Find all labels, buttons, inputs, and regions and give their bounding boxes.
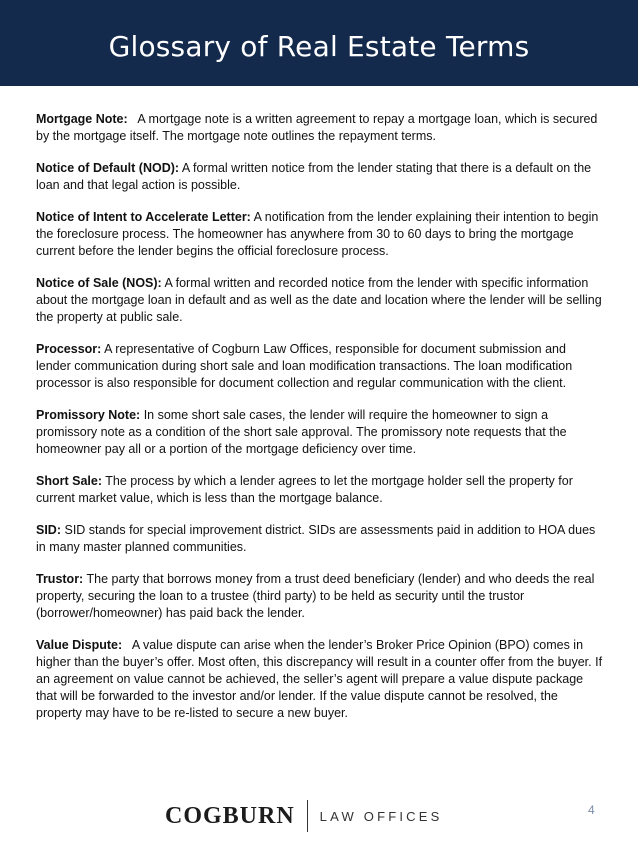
glossary-definition: A formal written and recorded notice from the lender with specific information about the mortgage loan in default and as well as the date and location where the lender will be selling the property at public sale. (36, 276, 602, 324)
glossary-term: Notice of Default (NOD): (36, 161, 180, 175)
glossary-entry-notice-of-default (36, 160, 604, 194)
glossary-entry-short-sale (36, 473, 604, 507)
glossary-term: Notice of Intent to Accelerate Letter: (36, 210, 251, 224)
glossary-term: Short Sale: (36, 474, 102, 488)
glossary-definition: A formal written notice from the lender stating that there is a default on the loan and that legal action is possible. (36, 161, 592, 192)
logo-divider (307, 800, 308, 832)
glossary-definition: In some short sale cases, the lender will require the homeowner to sign a promissory note as a condition of the short sale approval. The promissory note requests that the homeowner pay all or a portion of the mortgage deficiency over time. (36, 408, 567, 456)
logo-name: COGBURN (165, 802, 295, 829)
glossary-entry-promissory-note (36, 407, 604, 458)
glossary-list (36, 111, 604, 737)
glossary-entry-value-dispute (36, 637, 604, 722)
glossary-term: Value Dispute: (36, 638, 123, 652)
glossary-entry-processor (36, 341, 604, 392)
glossary-term: Mortgage Note: (36, 112, 128, 126)
glossary-entry-notice-of-intent (36, 209, 604, 260)
glossary-definition: The process by which a lender agrees to let the mortgage holder sell the property for current market value, which is less than the mortgage balance. (36, 474, 573, 505)
glossary-term: Trustor: (36, 572, 84, 586)
glossary-definition: A representative of Cogburn Law Offices, responsible for document submission and lender communication during short sale and loan modification transactions. The loan modification processor is also responsible for document collection and regular communication with the client. (36, 342, 573, 390)
glossary-term: Promissory Note: (36, 408, 141, 422)
page-number: 4 (588, 803, 595, 817)
cogburn-logo (165, 798, 443, 834)
glossary-definition: A mortgage note is a written agreement to repay a mortgage loan, which is secured by the mortgage itself. The mortgage note outlines the repayment terms. (36, 112, 598, 143)
glossary-entry-notice-of-sale (36, 275, 604, 326)
glossary-term: Notice of Sale (NOS): (36, 276, 162, 290)
glossary-term: SID: (36, 523, 61, 537)
glossary-entry-mortgage-note (36, 111, 604, 145)
glossary-term: Processor: (36, 342, 102, 356)
page-title: Glossary of Real Estate Terms (108, 30, 530, 63)
logo-subtitle: LAW OFFICES (319, 808, 443, 824)
glossary-definition: A value dispute can arise when the lender’s Broker Price Opinion (BPO) comes in higher than the buyer’s offer. Most often, this discrepancy will result in a counter offer from the buyer. If an agreement on value cannot be achieved, the seller’s agent will prepare a value dispute package that will be forwarded to the investor and/or lender. If the value dispute cannot be resolved, the property may have to be re-listed to secure a new buyer. (36, 638, 603, 720)
glossary-entry-trustor (36, 571, 604, 622)
glossary-definition: The party that borrows money from a trust deed beneficiary (lender) and who deeds the real property, securing the loan to a trustee (third party) to be held as security until the trustor (borrower/homeowner) has paid back the lender. (36, 572, 595, 620)
glossary-definition: SID stands for special improvement district. SIDs are assessments paid in addition to HOA dues in many master planned communities. (36, 523, 596, 554)
glossary-entry-sid (36, 522, 604, 556)
title-banner (0, 0, 638, 86)
glossary-definition: A notification from the lender explaining their intention to begin the foreclosure process. The homeowner has anywhere from 30 to 60 days to bring the mortgage current before the lender begins the official foreclosure process. (36, 210, 599, 258)
